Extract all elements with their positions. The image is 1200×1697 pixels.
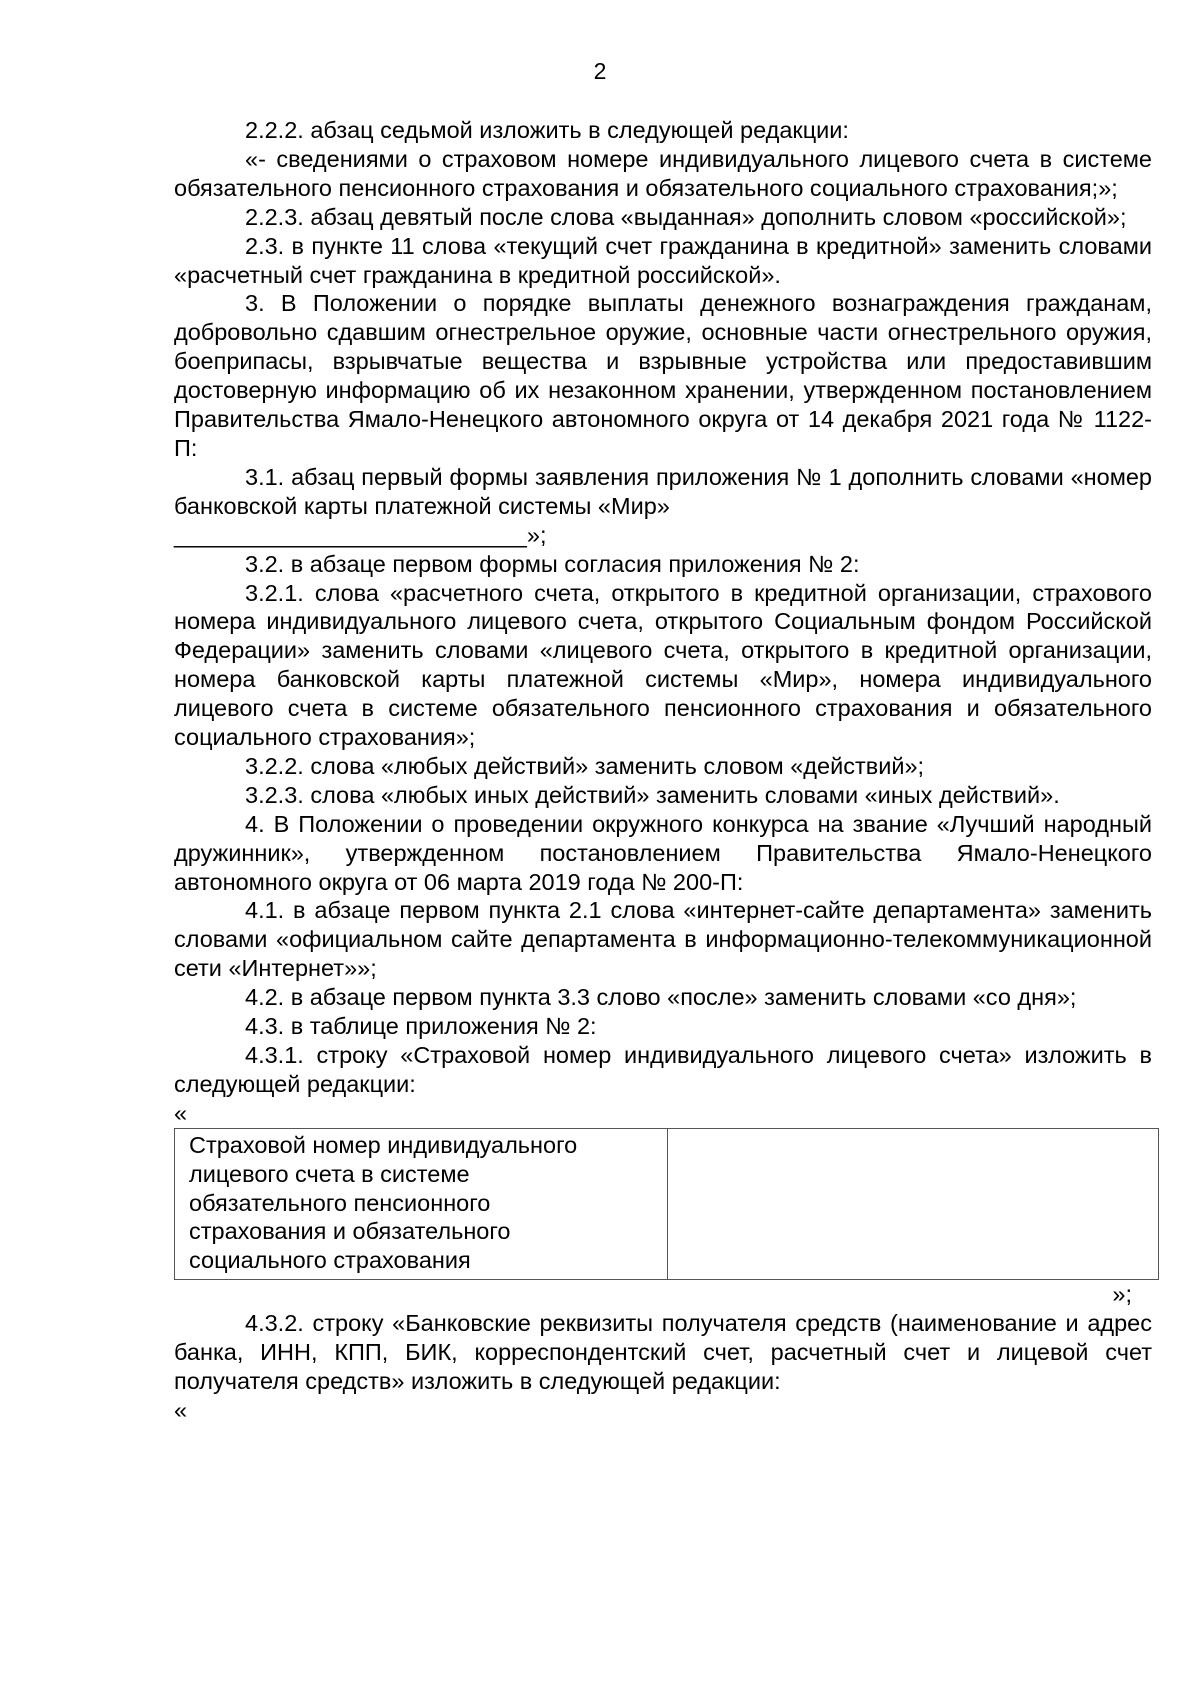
paragraph-3-2-2: 3.2.2. слова «любых действий» заменить словом «действий»;: [245, 752, 925, 779]
paragraph-4-3-2: 4.3.2. строку «Банковские реквизиты получателя средств (наименование и адрес банка, ИНН, КПП, БИК, корреспондентский счет, расчетный счет и лицевой счет получателя средств» изложить в следующей редакции:: [174, 1310, 1152, 1394]
paragraph-4-2: 4.2. в абзаце первом пункта 3.3 слово «после» заменить словами «со дня»;: [245, 984, 1077, 1011]
paragraph-3: 3. В Положении о порядке выплаты денежного вознаграждения гражданам, добровольно сдавшим огнестрельное оружие, основные части огнестрельного оружия, боеприпасы, взрывчатые вещества и взрывные устройства или предоставившим достоверную информацию об их незаконном хранении, утвержденном постановлением Правительства Ямало-Ненецкого автономного округа от 14 декабря 2021 года № 1122-П:: [174, 290, 1152, 461]
blank-fill-line: ___________________________»;: [174, 521, 547, 548]
paragraph-4: 4. В Положении о проведении окружного конкурса на звание «Лучший народный дружинник», утвержденном постановлением Правительства Ямало-Ненецкого автономного округа от 06 марта 2019 года № 200-П:: [174, 810, 1152, 895]
table-cell-value: [668, 1128, 1159, 1280]
paragraph-3-2: 3.2. в абзаце первом формы согласия приложения № 2:: [245, 550, 860, 577]
paragraph-2-3: 2.3. в пункте 11 слова «текущий счет гражданина в кредитной» заменить словами «расчетный счет гражданина в кредитной российской».: [174, 232, 1152, 288]
quote-close-mark: »;: [1112, 1281, 1132, 1308]
document-body: [174, 116, 1152, 1425]
paragraph-3-2-3: 3.2.3. слова «любых иных действий» заменить словами «иных действий».: [245, 781, 1060, 808]
paragraph-2-2-3: 2.2.3. абзац девятый после слова «выданная» дополнить словом «российской»;: [245, 203, 1127, 230]
table-cell-line: Страховой номер индивидуального: [189, 1131, 578, 1158]
paragraph-4-1: 4.1. в абзаце первом пункта 2.1 слова «интернет-сайте департамента» заменить словами «официальном сайте департамента в информационно-телекоммуникационной сети «Интернет»»;: [174, 897, 1152, 982]
table-cell-line: социального страхования: [189, 1247, 471, 1274]
table-row: [175, 1128, 1159, 1280]
quote-open-mark: «: [174, 1099, 188, 1126]
table-cell-line: лицевого счета в системе: [189, 1160, 470, 1187]
paragraph-4-3: 4.3. в таблице приложения № 2:: [245, 1013, 597, 1040]
paragraph-3-2-1: 3.2.1. слова «расчетного счета, открытого в кредитной организации, страхового номера индивидуального лицевого счета, открытого Социальным фондом Российской Федерации» заменить словами «лицевого счета, открытого в кредитной организации, номера банковской карты платежной системы «Мир», номера индивидуального лицевого счета в системе обязательного пенсионного страхования и обязательного социального страхования»;: [174, 579, 1152, 751]
quote-open-mark-2: «: [174, 1396, 188, 1423]
paragraph-quote-svedeniyami: «- сведениями о страховом номере индивидуального лицевого счета в системе обязательного пенсионного страхования и обязательного социального страхования;»;: [174, 145, 1152, 201]
page-number: 2: [593, 58, 607, 84]
table-cell-line: обязательного пенсионного: [189, 1189, 491, 1216]
table-cell-label: [175, 1128, 668, 1280]
amendment-table: [174, 1128, 1159, 1281]
paragraph-2-2-2: 2.2.2. абзац седьмой изложить в следующей редакции:: [245, 117, 849, 143]
paragraph-3-1: 3.1. абзац первый формы заявления приложения № 1 дополнить словами «номер банковской карты платежной системы «Мир»: [174, 463, 1152, 519]
table-cell-line: страхования и обязательного: [189, 1218, 511, 1245]
paragraph-4-3-1: 4.3.1. строку «Страховой номер индивидуального лицевого счета» изложить в следующей редакции:: [174, 1042, 1152, 1097]
